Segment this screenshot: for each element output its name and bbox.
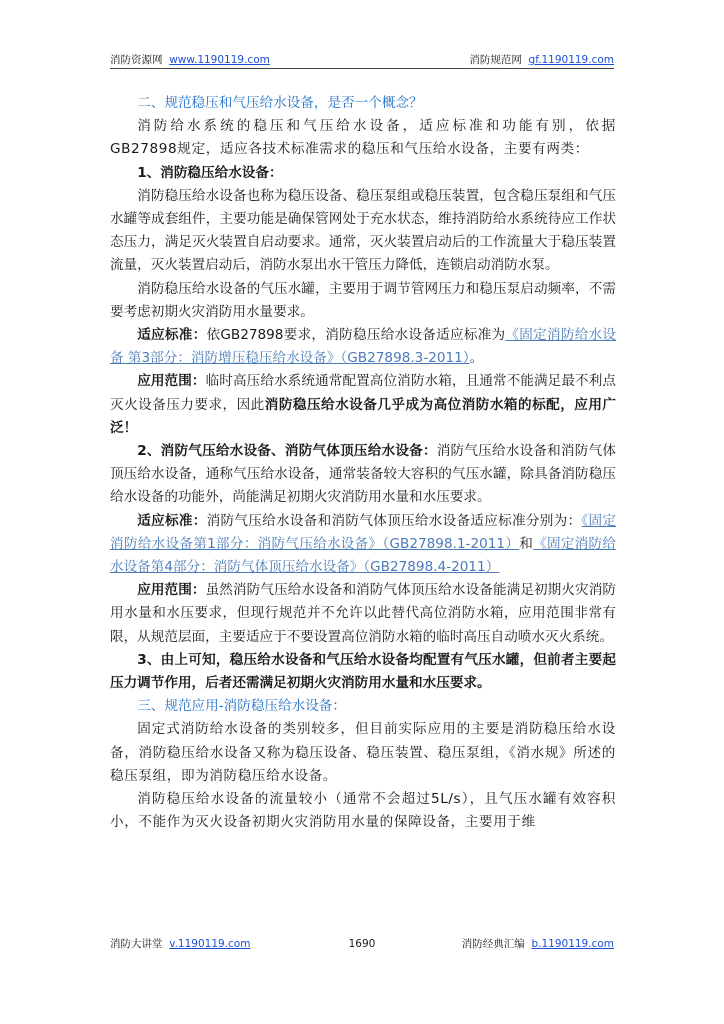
item-2-scope-label: 应用范围：	[137, 582, 206, 599]
document-body	[110, 92, 616, 835]
footer-left-link[interactable]: v.1190119.com	[169, 938, 251, 950]
section-3-paragraph-a: 固定式消防给水设备的类别较多，但目前实际应用的主要是消防稳压给水设备，消防稳压给水设备又称为稳压设备、稳压装置、稳压泵组，《消水规》所述的稳压泵组，即为消防稳压给水设备。	[110, 721, 616, 784]
page-header	[110, 52, 614, 69]
item-1-standard-end: 。	[469, 350, 484, 367]
item-2-standard-and: 和	[519, 535, 534, 552]
page-footer	[110, 936, 614, 952]
item-1-scope	[110, 370, 616, 440]
item-2-standard-link-1[interactable]: 《固定消防给水设备第1部分：消防气压给水设备》（GB27898.1-2011）	[110, 512, 617, 552]
section-2-heading: 二、规范稳压和气压给水设备，是否一个概念？	[137, 95, 423, 111]
item-2-heading: 2、消防气压给水设备、消防气体顶压给水设备：	[137, 443, 437, 460]
footer-right-link[interactable]: b.1190119.com	[531, 938, 614, 950]
header-right-label: 消防规范网	[469, 54, 522, 66]
item-1-standard-link[interactable]: 《固定消防给水设备 第3部分：消防增压稳压给水设备》（GB27898.3-2011）	[110, 327, 617, 367]
item-2-text: 消防气压给水设备和消防气体顶压给水设备，通称气压给水设备，通常装备较大容积的气压水罐，除具备消防稳压给水设备的功能外，尚能满足初期火灾消防用水量和水压要求。	[110, 443, 616, 506]
footer-right	[462, 936, 614, 952]
item-2-standard-label: 适应标准：	[137, 512, 207, 529]
item-1-heading: 1、消防稳压给水设备：	[137, 164, 283, 181]
header-left-label: 消防资源网	[110, 54, 163, 66]
intro-paragraph: 消防给水系统的稳压和气压给水设备，适应标准和功能有别，依据GB27898规定，适应各技术标准需求的稳压和气压给水设备，主要有两类：	[110, 118, 616, 158]
item-1-scope-text: 临时高压给水系统通常配置高位消防水箱，且通常不能满足最不利点灭火设备压力要求，因此	[110, 373, 617, 413]
item-1-standard	[110, 324, 616, 370]
header-right	[469, 52, 614, 68]
page-number: 1690	[348, 938, 376, 950]
footer-right-label: 消防经典汇编	[461, 938, 525, 950]
item-2-standard-text: 消防气压给水设备和消防气体顶压给水设备适应标准分别为：	[206, 512, 582, 529]
item-1-paragraph-a: 消防稳压给水设备也称为稳压设备、稳压泵组或稳压装置，包含稳压泵组和气压水罐等成套组件，主要功能是确保管网处于充水状态，维持消防给水系统待应工作状态压力，满足灭火装置自启动要求。通常，灭火装置启动后的工作流量大于稳压装置流量，灭火装置启动后，消防水泵出水干管压力降低，连锁启动消防水泵。	[110, 187, 616, 274]
item-2-paragraph	[110, 440, 616, 510]
header-right-link[interactable]: gf.1190119.com	[528, 54, 614, 66]
item-1-scope-label: 应用范围：	[137, 373, 206, 390]
item-3-paragraph: 3、由上可知，稳压给水设备和气压给水设备均配置有气压水罐，但前者主要起压力调节作用，后者还需满足初期火灾消防用水量和水压要求。	[110, 651, 616, 692]
item-2-standard-link-2[interactable]: 《固定消防给水设备第4部分：消防气体顶压给水设备》（GB27898.4-2011）	[110, 535, 617, 576]
item-2-scope-text: 虽然消防气压给水设备和消防气体顶压给水设备能满足初期火灾消防用水量和水压要求，但现行规范并不允许以此替代高位消防水箱，应用范围非常有限，从规范层面，主要适应于不要设置高位消防水箱的临时高压自动喷水灭火系统。	[110, 582, 617, 645]
section-3-heading: 三、规范应用-消防稳压给水设备：	[137, 698, 346, 715]
item-1-paragraph-b: 消防稳压给水设备的气压水罐，主要用于调节管网压力和稳压泵启动频率，不需要考虑初期火灾消防用水量要求。	[110, 280, 616, 320]
item-2-scope	[110, 579, 616, 649]
header-left-link[interactable]: www.1190119.com	[169, 54, 270, 66]
section-3-paragraph-b: 消防稳压给水设备的流量较小（通常不会超过5L/s），且气压水罐有效容积小，不能作为灭火设备初期火灾消防用水量的保障设备，主要用于维	[110, 791, 616, 831]
item-2-standard	[110, 510, 616, 580]
footer-left-label: 消防大讲堂	[110, 938, 163, 950]
header-left	[110, 52, 270, 68]
item-1-standard-label: 适应标准：	[137, 327, 207, 344]
item-1-standard-text: 依GB27898要求，消防稳压给水设备适应标准为	[206, 327, 506, 344]
item-1-scope-bold: 消防稳压给水设备几乎成为高位消防水箱的标配，应用广泛！	[110, 396, 617, 436]
